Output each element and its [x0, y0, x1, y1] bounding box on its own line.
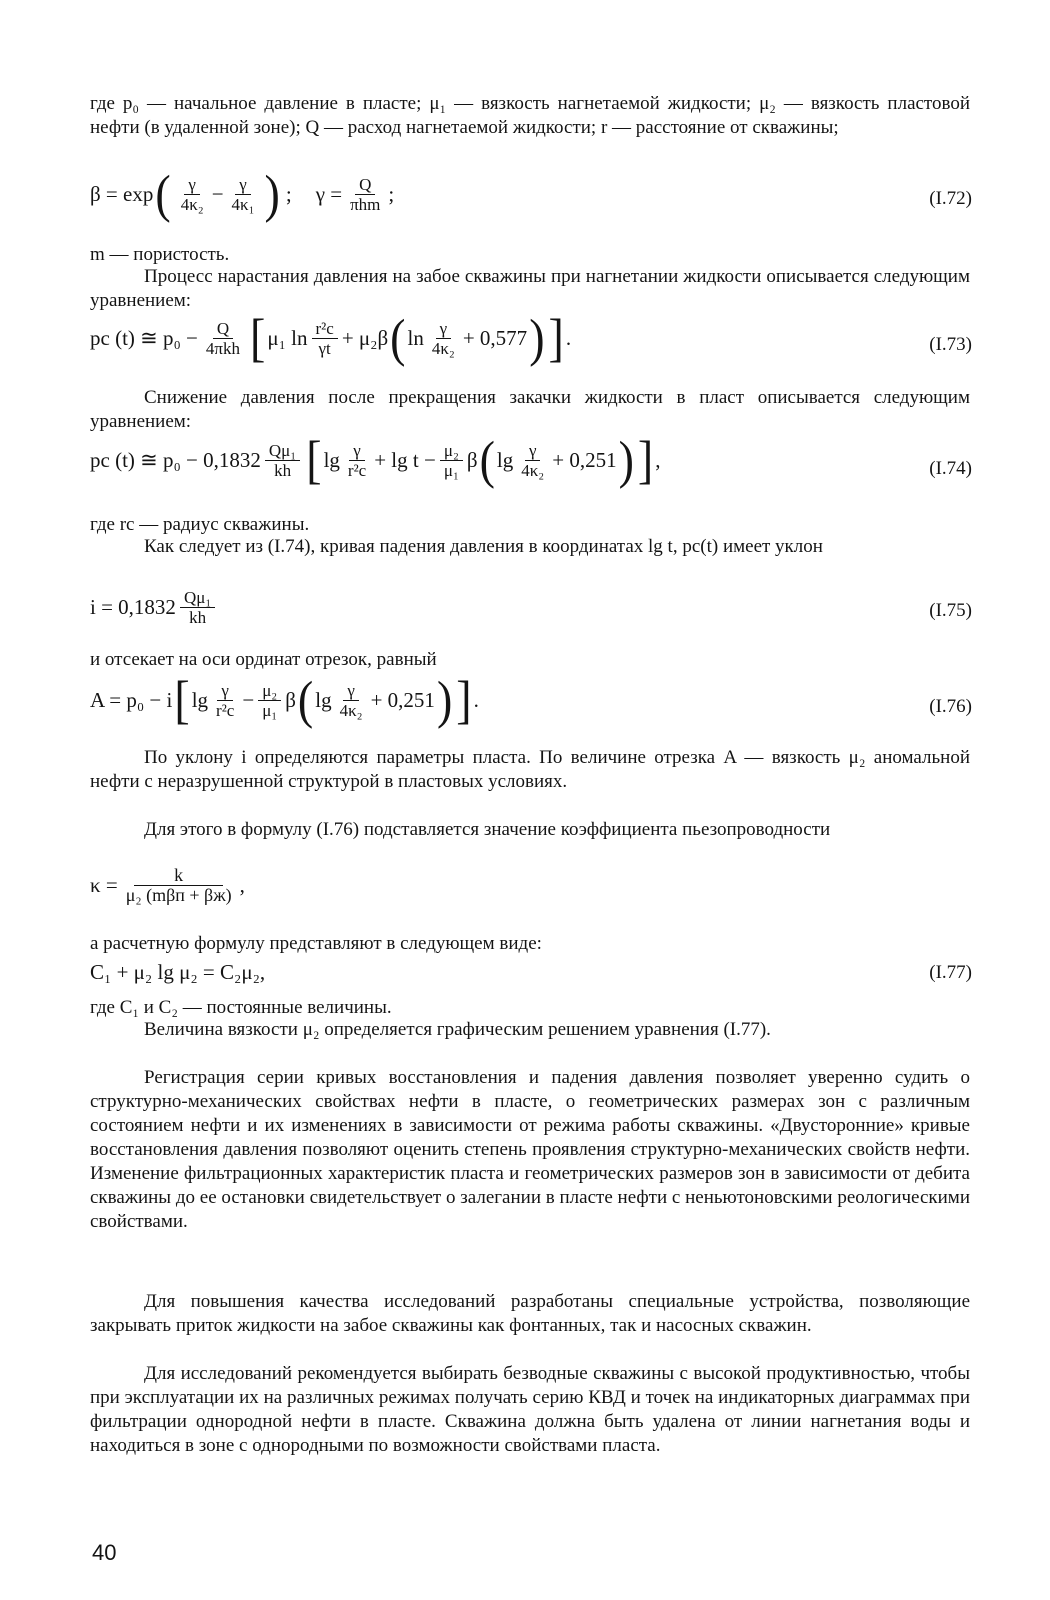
- minus-sign: −: [211, 181, 224, 206]
- paragraph-pressure-rise: Процесс нарастания давления на забое скважины при нагнетании жидкости описывается следующим уравнением:: [90, 266, 970, 311]
- paragraph-slope: Как следует из (I.74), кривая падения давления в координатах lg t, pс(t) имеет уклон: [144, 536, 823, 557]
- fraction-gamma-4k2-c: $\frac{\gamma}{\text{4κ₂}}$: [521, 440, 545, 480]
- paragraph-constants: где C₁ и C₂ — постоянные величины.: [90, 997, 392, 1018]
- fraction-gamma-4k2-b: $\frac{\gamma}{\text{4κ₂}}$: [431, 318, 455, 358]
- fraction-q-4pikh: $\frac{Q}{\text{4πkh}}$: [205, 318, 240, 358]
- fraction-k-den: $\frac{k}{\text{μ₂ (mβп + βж)}}$: [125, 865, 232, 905]
- gamma-lhs: γ =: [315, 181, 343, 206]
- equation-number-1-74: (I.74): [929, 458, 972, 479]
- paragraph-intercept: и отсекает на оси ординат отрезок, равный: [90, 649, 437, 670]
- page-number: 40: [92, 1540, 117, 1565]
- equation-kappa: κ = $\frac{k}{\text{μ₂ (mβп + βж)}}$ ,: [90, 865, 245, 905]
- equation-1-76: A = p₀ − i [ lg $\frac{\gamma}{\text{r²с}}$ − $\frac{\text{μ₂}}{\text{μ₁}}$ β ( lg $\frac{\gamma}{\text{4κ₂}}$ + 0,251 ) ] . (I.76): [90, 670, 972, 729]
- const-0251-b: + 0,251: [370, 687, 435, 712]
- const-0577: + 0,577: [462, 325, 528, 350]
- eq72-lhs: β = exp: [90, 181, 154, 206]
- equation-1-73: pс (t) ≅ p₀ − $\frac{Q}{\text{4πkh}}$ [ μ₁ ln $\frac{\text{r²с}}{\gamma t}$ + μ₂β ( ln $\frac{\gamma}{\text{4κ₂}}$ + 0,577 ) ] . (I.73): [90, 308, 972, 367]
- fraction-gamma-4k1: $\frac{\gamma}{\text{4κ₁}}$: [231, 174, 255, 214]
- equation-number-1-73: (I.73): [929, 334, 972, 355]
- paragraph-calc-formula: а расчетную формулу представляют в следующем виде:: [90, 933, 542, 954]
- paragraph-slope-params: По уклону i определяются параметры пласта. По величине отрезка A — вязкость μ₂ аномальной нефти с неразрушенной структурой в пластовых условиях.: [90, 747, 970, 792]
- equation-1-75: [90, 586, 972, 642]
- eq77-body: C₁ + μ₂ lg μ₂ = C₂μ₂,: [90, 960, 266, 984]
- fraction-mu2-mu1-b: $\frac{\text{μ₂}}{\text{μ₁}}$: [258, 681, 281, 720]
- eq74-lhs: pс (t) ≅ p₀ − 0,1832: [90, 447, 261, 472]
- paragraph-devices: Для повышения качества исследований разработаны специальные устройства, позволяющие закрывать приток жидкости на забое скважины как фонтанных, так и насосных скважин.: [90, 1291, 970, 1336]
- paragraph-recommendation: Для исследований рекомендуется выбирать безводные скважины с высокой продуктивностью, чтобы при эксплуатации их на различных режимах получать серию КВД и точек на индикаторных диаграммах при фильтрации однородной нефти в пласте. Скважина должна быть удалена от линии нагнетания воды и находиться в зоне с однородными по возможности свойствами пласта.: [90, 1363, 970, 1456]
- paragraph-well-radius: где rс — радиус скважины.: [90, 514, 310, 535]
- equation-number-1-76: (I.76): [929, 696, 972, 717]
- eq73-lhs: pс (t) ≅ p₀ −: [90, 325, 198, 350]
- paren-left: (: [155, 164, 171, 223]
- mu1-ln: μ₁ ln: [267, 325, 308, 350]
- fraction-gamma-rc2-b: $\frac{\gamma}{\text{r²с}}$: [216, 680, 235, 720]
- fraction-gamma-rc2: $\frac{\gamma}{\text{r²с}}$: [347, 440, 367, 480]
- paragraph-porosity: m — пористость.: [90, 244, 230, 265]
- plus-lg-t: + lg t −: [374, 447, 436, 472]
- paragraph-registration: Регистрация серии кривых восстановления и падения давления позволяет уверенно судить о структурно-механических свойствах нефти в пласте, о геометрических размерах зон с различным состоянием нефти и их изменениях в зависимости от режима работы скважины. «Двусторонние» кривые восстановления давления позволяют оценить степень проявления структурно-механических свойств нефти. Изменение фильтрационных характеристик пласта и геометрических размеров зон в зависимости от дебита скважины до ее остановки свидетельствует о залегании в пласте нефти с неньютоновскими реологическими свойствами.: [90, 1067, 970, 1232]
- equation-number-1-75: (I.75): [929, 600, 972, 621]
- equation-number-1-77: (I.77): [929, 962, 972, 983]
- fraction-gamma-4k2-d: $\frac{\gamma}{\text{4κ₂}}$: [339, 680, 363, 720]
- paragraph-notation: где p₀ — начальное давление в пласте; μ₁ — вязкость нагнетаемой жидкости; μ₂ — вязкость пластовой нефти (в удаленной зоне); Q — расход нагнетаемой жидкости; r — расстояние от скважины;: [90, 93, 970, 138]
- paragraph-pressure-drop: Снижение давления после прекращения закачки жидкости в пласт описывается следующим уравнением:: [90, 387, 970, 432]
- equation-1-77: [90, 960, 972, 990]
- fraction-qmu1-kh-b: $\frac{\text{Qμ₁}}{kh}$: [180, 588, 215, 627]
- fraction-q-pihm: $\frac{Q}{\text{πhm}}$: [350, 174, 381, 214]
- ln-text: ln: [407, 325, 424, 350]
- paragraph-viscosity: Величина вязкости μ₂ определяется графическим решением уравнения (I.77).: [144, 1019, 771, 1040]
- eq75-lhs: i = 0,1832: [90, 595, 176, 619]
- plus-mu2-beta: + μ₂β: [341, 325, 389, 350]
- fraction-qmu1-kh: $\frac{\text{Qμ₁}}{kh}$: [265, 441, 300, 480]
- paragraph-piezo: Для этого в формулу (I.76) подставляется значение коэффициента пьезопроводности: [144, 819, 831, 840]
- eq76-lhs: A = p₀ − i: [90, 687, 173, 712]
- paren-right: ): [264, 164, 280, 223]
- fraction-mu2-mu1: $\frac{\text{μ₂}}{\text{μ₁}}$: [440, 441, 463, 480]
- equation-1-74: pс (t) ≅ p₀ − 0,1832 $\frac{\text{Qμ₁}}{kh}$ [ lg $\frac{\gamma}{\text{r²с}}$ + lg t − $\frac{\text{μ₂}}{\text{μ₁}}$ β ( lg $\frac{\gamma}{\text{4κ₂}}$ + 0,251 ) ] , (I.74): [90, 430, 972, 489]
- equation-number-1-72: (I.72): [929, 188, 972, 209]
- fraction-gamma-4k2: $\frac{\gamma}{\text{4κ₂}}$: [180, 174, 204, 214]
- fraction-rc2-gt: $\frac{\text{r²с}}{\gamma t}$: [312, 319, 338, 358]
- equation-1-72: β = exp ( $\frac{\gamma}{\text{4κ₂}}$ − $\frac{\gamma}{\text{4κ₁}}$ ) ; γ = $\frac{Q}{\text{πhm}}$ ; (I.72): [90, 164, 972, 223]
- kappa-lhs: κ =: [90, 873, 118, 897]
- const-0251: + 0,251: [552, 447, 617, 472]
